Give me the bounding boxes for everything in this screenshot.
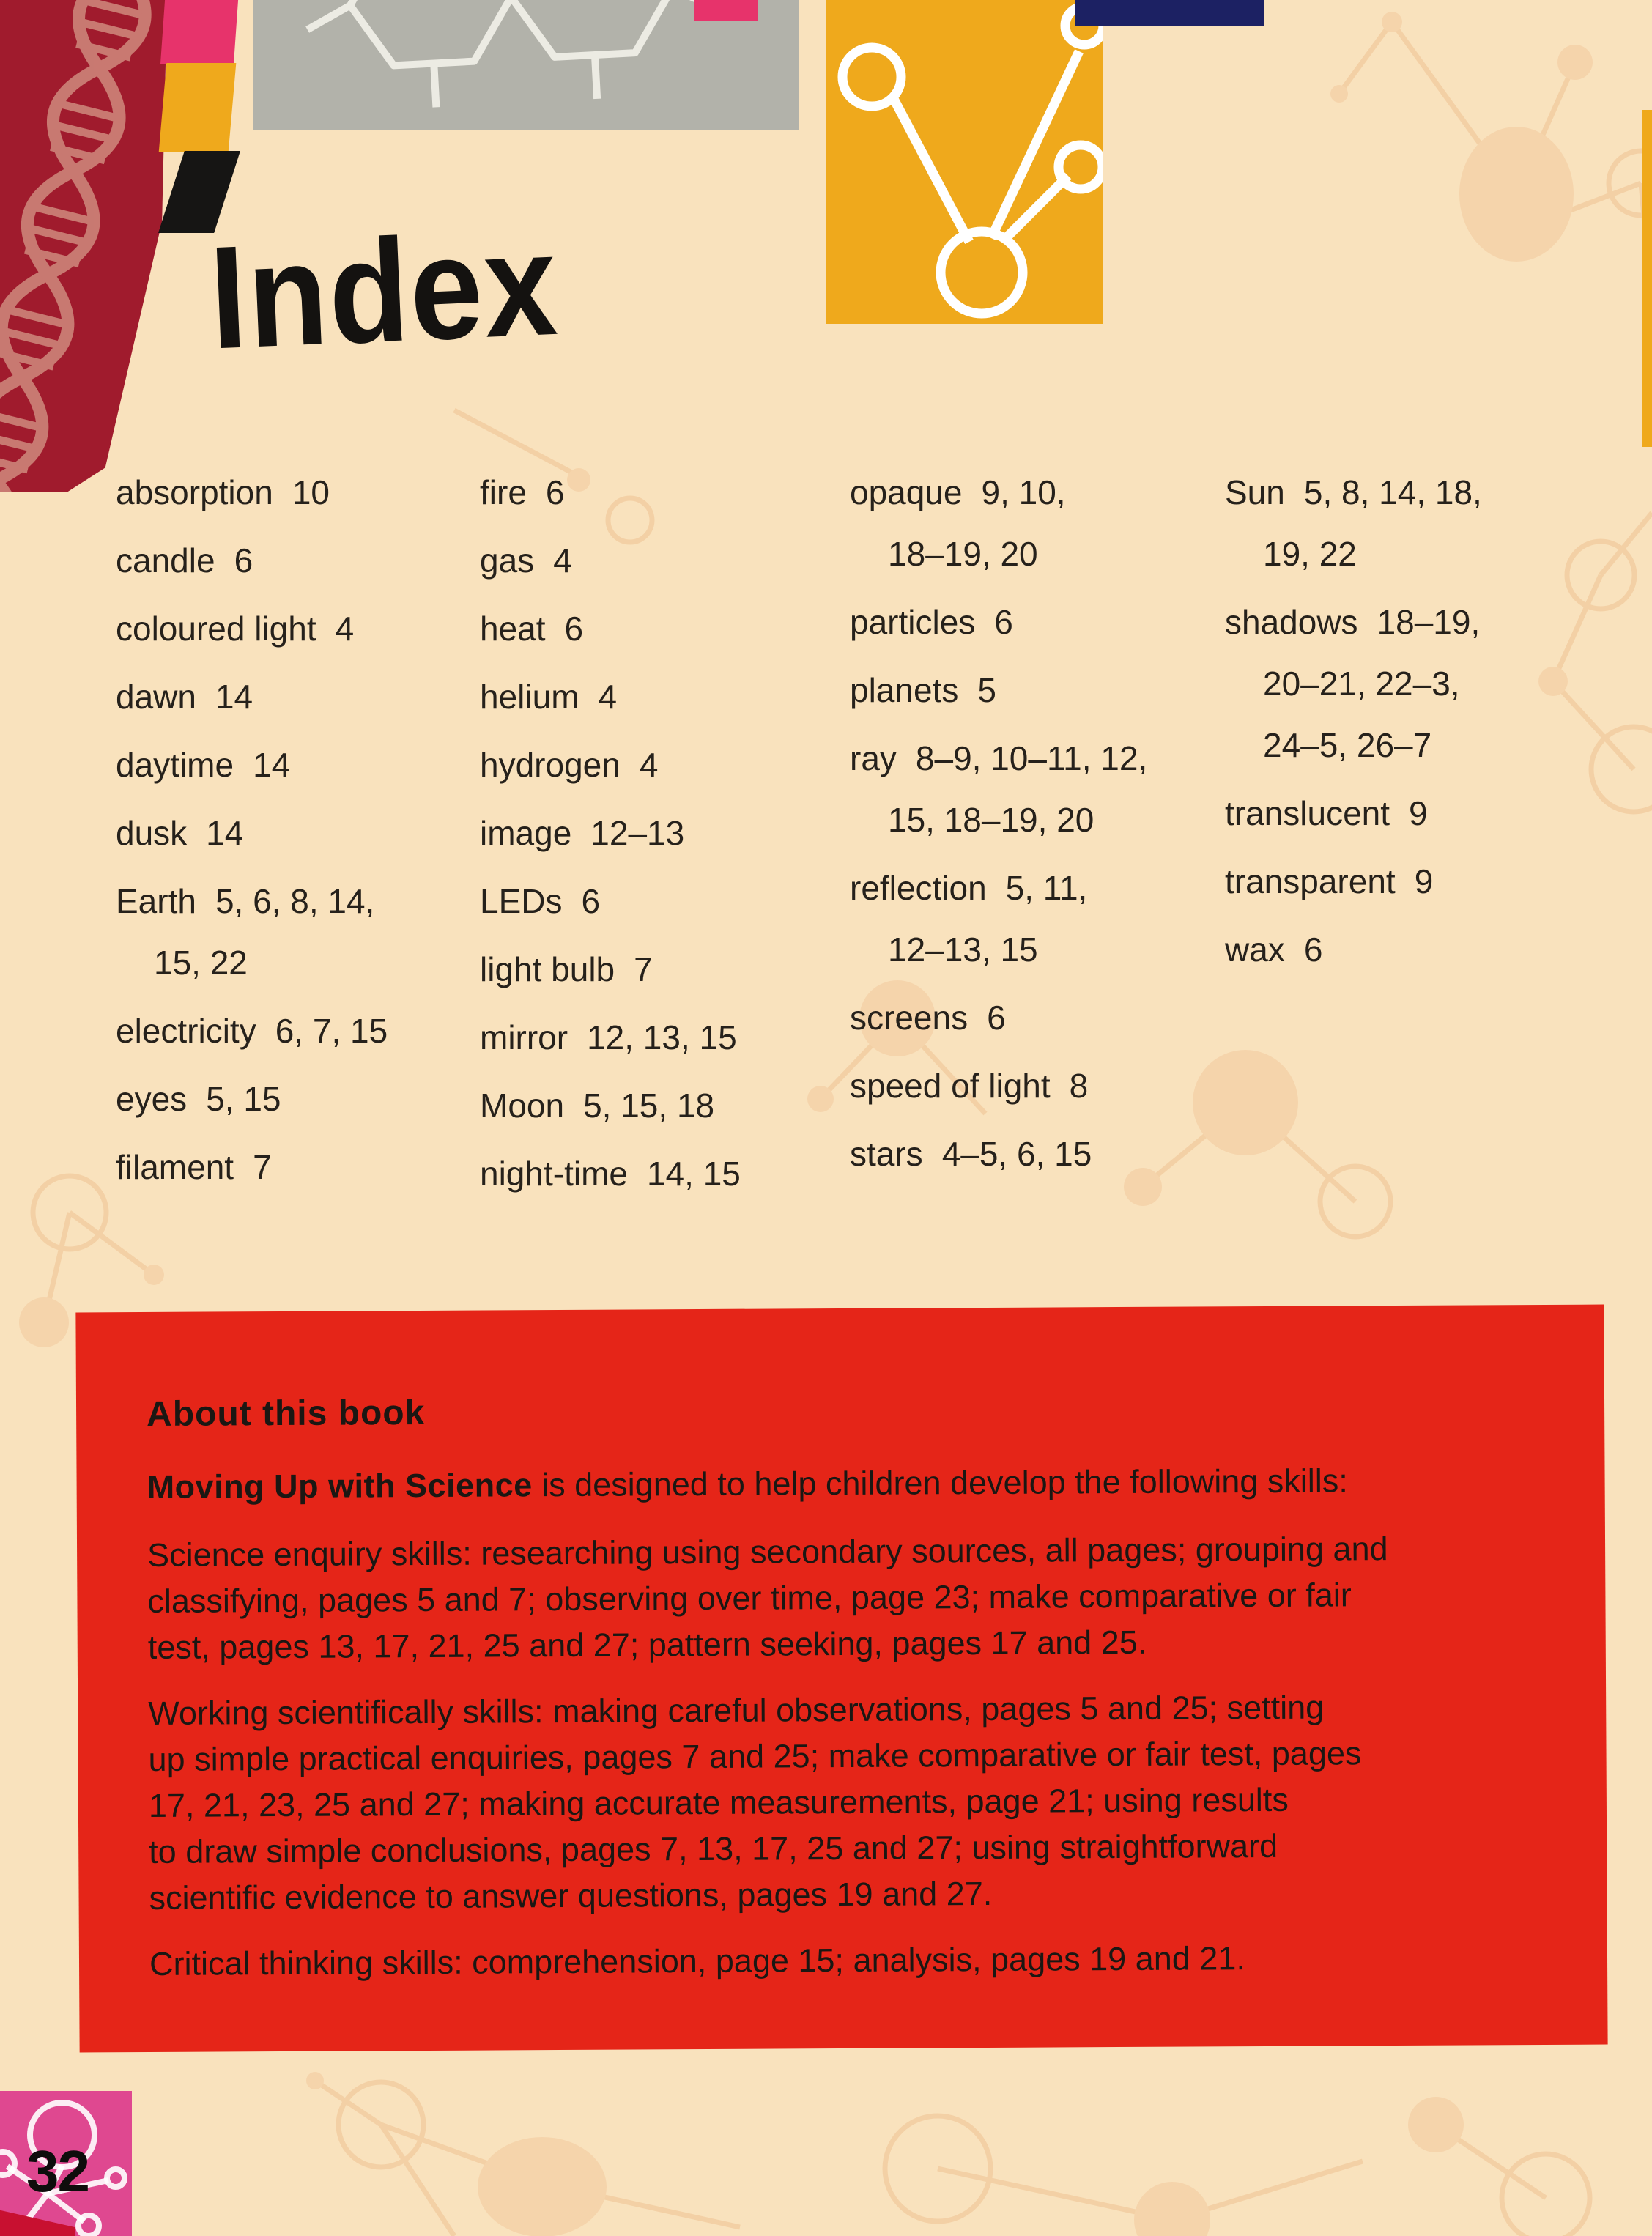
navy-accent-block (1075, 0, 1264, 26)
index-pages-continued: 19, 22 (1263, 535, 1357, 573)
index-entry (850, 469, 1225, 577)
index-entry (850, 994, 1225, 1041)
index-entry (116, 469, 480, 516)
index-term: Moon (480, 1086, 565, 1125)
index-term: image (480, 814, 572, 852)
index-column (850, 469, 1225, 1218)
index-entry (480, 1082, 850, 1129)
index-entry (480, 673, 850, 720)
index-pages: 9 (1409, 794, 1428, 832)
index-pages: 6 (545, 473, 565, 511)
index-term: Sun (1225, 473, 1285, 511)
page-title: Index (207, 201, 561, 380)
index-term: night-time (480, 1155, 628, 1193)
index-pages: 12–13 (590, 814, 685, 852)
index-pages: 6 (564, 610, 584, 648)
index-entry (1225, 858, 1585, 905)
index-pages: 9 (1414, 862, 1434, 900)
index-pages-continued: 12–13, 15 (888, 930, 1038, 969)
series-title: Moving Up with Science (147, 1466, 533, 1506)
index-pages: 6 (987, 999, 1006, 1037)
index-pages: 4 (598, 678, 618, 716)
index-pages-continued: 15, 22 (154, 944, 248, 982)
index-term: shadows (1225, 603, 1358, 641)
index-term: stars (850, 1135, 923, 1173)
index-entry (480, 1150, 850, 1197)
index-term: wax (1225, 930, 1285, 969)
index-term: filament (116, 1148, 234, 1186)
index-term: gas (480, 541, 535, 580)
index-term: speed of light (850, 1067, 1051, 1105)
about-paragraph: Working scientifically skills: making careful observations, pages 5 and 25; setting up simple practical enquiries, pages 7 and 25; make comparative or fair test, pages 17, 21, 23, 25 and 27; making accurate measurements, page 21; using results to draw simple conclusions, pages 7, 13, 17, 25 and 27; using straightforward scientific evidence to answer questions, pages 19 and 27. (148, 1688, 1362, 1917)
index-entry (480, 810, 850, 856)
index-entry (850, 667, 1225, 714)
index-column (480, 469, 850, 1218)
index-entry (116, 673, 480, 720)
index-entry (850, 1130, 1225, 1177)
index-term: transparent (1225, 862, 1396, 900)
index-pages: 10 (292, 473, 330, 511)
index-entry (116, 537, 480, 584)
index-pages: 4 (639, 746, 659, 784)
index-pages: 6 (234, 541, 253, 580)
index-entry (480, 878, 850, 925)
index-entry (850, 735, 1225, 843)
index-entry (116, 1007, 480, 1054)
index-pages: 14, 15 (646, 1155, 741, 1193)
index-list (116, 469, 1585, 1218)
index-entry (480, 537, 850, 584)
index-term: heat (480, 610, 546, 648)
molecule-graphic-block (826, 0, 1103, 324)
index-pages: 4 (335, 610, 355, 648)
index-term: screens (850, 999, 968, 1037)
index-pages: 5, 15 (206, 1080, 281, 1118)
index-entry (480, 1014, 850, 1061)
about-heading: About this book (146, 1393, 426, 1434)
index-pages: 5, 15, 18 (583, 1086, 715, 1125)
about-paragraph: Science enquiry skills: researching using secondary sources, all pages; grouping and classifying, pages 5 and 7; observing over time, page 23; make comparative or fair test, pages 13, 17, 21, 25 and 27; pattern seeking, pages 17 and 25. (147, 1530, 1388, 1666)
index-entry (116, 878, 480, 986)
index-pages: 8 (1069, 1067, 1089, 1105)
index-entry (116, 605, 480, 652)
index-entry (850, 865, 1225, 973)
index-term: opaque (850, 473, 963, 511)
pink-stripe (160, 0, 238, 64)
index-pages: 6 (581, 882, 601, 920)
index-entry (480, 741, 850, 788)
index-pages: 4 (553, 541, 572, 580)
index-pages: 4–5, 6, 15 (941, 1135, 1092, 1173)
index-entry (850, 599, 1225, 645)
index-term: dawn (116, 678, 196, 716)
index-term: eyes (116, 1080, 188, 1118)
index-pages: 14 (206, 814, 244, 852)
about-paragraph: Critical thinking skills: comprehension, page 15; analysis, pages 19 and 21. (149, 1939, 1245, 1983)
index-pages: 14 (253, 746, 291, 784)
about-paragraphs (147, 1525, 1574, 1987)
index-term: LEDs (480, 882, 563, 920)
index-term: hydrogen (480, 746, 621, 784)
index-term: electricity (116, 1012, 256, 1050)
index-term: ray (850, 739, 897, 777)
index-pages: 6 (1303, 930, 1323, 969)
index-term: dusk (116, 814, 188, 852)
index-pages: 6 (994, 603, 1013, 641)
index-pages: 5, 6, 8, 14, (215, 882, 375, 920)
index-pages: 5, 8, 14, 18, (1303, 473, 1482, 511)
about-intro (147, 1456, 1571, 1510)
index-pages-continued: 24–5, 26–7 (1263, 726, 1432, 764)
index-pages-continued: 20–21, 22–3, (1263, 664, 1460, 703)
index-entry (1225, 790, 1585, 837)
index-entry (480, 469, 850, 516)
index-entry (1225, 469, 1585, 577)
index-term: mirror (480, 1018, 568, 1056)
index-entry (116, 1076, 480, 1122)
index-term: translucent (1225, 794, 1390, 832)
index-entry (1225, 599, 1585, 769)
index-entry (850, 1062, 1225, 1109)
index-term: absorption (116, 473, 273, 511)
index-pages: 7 (253, 1148, 272, 1186)
yellow-stripe (159, 63, 237, 152)
pink-accent-square (694, 0, 758, 21)
index-entry (1225, 926, 1585, 973)
index-pages: 12, 13, 15 (587, 1018, 737, 1056)
index-pages: 14 (215, 678, 253, 716)
index-pages: 8–9, 10–11, 12, (915, 739, 1148, 777)
index-term: coloured light (116, 610, 316, 648)
index-pages: 5, 11, (1005, 869, 1088, 907)
index-pages-continued: 18–19, 20 (888, 535, 1038, 573)
index-column (1225, 469, 1585, 1218)
index-term: particles (850, 603, 976, 641)
index-pages: 18–19, (1377, 603, 1481, 641)
about-intro-text: is designed to help children develop the following skills: (532, 1462, 1348, 1504)
index-entry (116, 741, 480, 788)
index-pages-continued: 15, 18–19, 20 (888, 801, 1094, 839)
index-pages: 9, 10, (981, 473, 1066, 511)
page-number: 32 (26, 2139, 89, 2204)
index-term: Earth (116, 882, 196, 920)
index-term: fire (480, 473, 527, 511)
index-pages: 6, 7, 15 (275, 1012, 388, 1050)
about-this-book-box (75, 1305, 1607, 2053)
index-pages: 7 (634, 950, 653, 988)
index-entry (480, 605, 850, 652)
yellow-edge-accent (1642, 110, 1652, 447)
index-column (116, 469, 480, 1218)
index-entry (116, 1144, 480, 1191)
index-pages: 5 (977, 671, 996, 709)
index-term: helium (480, 678, 579, 716)
index-term: candle (116, 541, 215, 580)
index-entry (116, 810, 480, 856)
index-term: daytime (116, 746, 234, 784)
index-term: reflection (850, 869, 987, 907)
index-entry (480, 946, 850, 993)
index-term: planets (850, 671, 959, 709)
ball-and-stick-molecule-icon (826, 0, 1103, 324)
index-term: light bulb (480, 950, 615, 988)
